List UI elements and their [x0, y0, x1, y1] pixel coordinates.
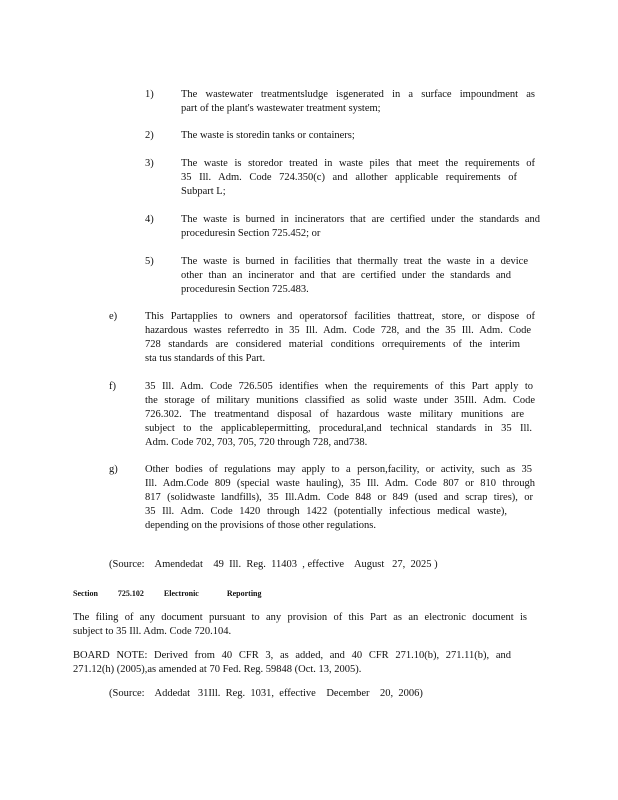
list-item-number: 4) — [145, 214, 154, 225]
text-line: The waste is storedin tanks or containers; — [181, 130, 355, 141]
lettered-item-text — [145, 380, 535, 450]
text-line: hazardous wastes referredto in 35 Ill. Adm. Code 728, and the 35 Ill. Adm. Code — [145, 325, 531, 336]
list-item-text — [181, 129, 535, 143]
section-number: 725.102 — [117, 589, 144, 598]
text-line: subject to 35 Ill. Adm. Code 720.104. — [73, 626, 232, 637]
text-line: 35 Ill. Adm. Code 724.350(c) and allother applicable requirements of — [181, 172, 517, 183]
section-label: Section — [73, 589, 98, 598]
text-line: the storage of military munitions classified as solid waste under 35Ill. Adm. Code — [145, 395, 535, 406]
text-line: The waste is storedor treated in waste piles that meet the requirements of — [181, 158, 535, 169]
lettered-item-letter: g) — [109, 464, 118, 475]
text-line: 726.302. The treatmentand disposal of hazardous waste military munitions are — [145, 409, 524, 420]
text-line: part of the plant's wastewater treatment system; — [181, 103, 381, 114]
body-paragraph — [73, 611, 527, 639]
text-line: subject to the applicablepermitting, procedural,and technical standards in 35 Ill. — [145, 423, 532, 434]
text-line: Adm. Code 702, 703, 705, 720 through 728, and738. — [145, 437, 368, 448]
text-line: This Partapplies to owners and operatorsof facilities thattreat, store, or dispose of — [145, 311, 535, 322]
source-note-1: (Source: Amendedat 49 Ill. Reg. 11403 , effective August 27, 2025 ) — [109, 559, 438, 570]
list-item-number: 1) — [145, 89, 154, 100]
text-line: depending on the provisions of those other regulations. — [145, 520, 376, 531]
list-item-text — [181, 88, 535, 116]
lettered-item-text — [145, 463, 535, 533]
text-line: sta tus standards of this Part. — [145, 353, 266, 364]
text-line: proceduresin Section 725.452; or — [181, 228, 321, 239]
text-line: Subpart L; — [181, 186, 226, 197]
list-item-text — [181, 157, 535, 199]
section-title-word-2: Reporting — [226, 589, 262, 598]
text-line: 271.12(h) (2005),as amended at 70 Fed. Reg. 59848 (Oct. 13, 2005). — [73, 664, 362, 675]
list-item-number: 2) — [145, 130, 154, 141]
text-line: 35 Ill. Adm. Code 1420 through 1422 (potentially infectious medical waste), — [145, 506, 507, 517]
board-note — [73, 649, 511, 677]
lettered-item-letter: e) — [109, 311, 118, 322]
text-line: other than an incinerator and that are certified under the standards and — [181, 270, 511, 281]
lettered-item-text — [145, 310, 535, 366]
list-item-text — [181, 255, 528, 297]
list-item-number: 5) — [145, 256, 154, 267]
text-line: Other bodies of regulations may apply to a person,facility, or activity, such as 35 — [145, 464, 532, 475]
lettered-item-letter: f) — [109, 381, 116, 392]
source-note-2: (Source: Addedat 31Ill. Reg. 1031, effective December 20, 2006) — [109, 688, 423, 699]
text-line: The waste is burned in incinerators that are certified under the standards and — [181, 214, 540, 225]
text-line: 35 Ill. Adm. Code 726.505 identifies when the requirements of this Part apply to — [145, 381, 533, 392]
section-heading — [73, 587, 280, 601]
text-line: BOARD NOTE: Derived from 40 CFR 3, as added, and 40 CFR 271.10(b), 271.11(b), and — [73, 650, 511, 661]
text-line: The filing of any document pursuant to any provision of this Part as an electronic document is — [73, 612, 527, 623]
section-title-word-1: Electronic — [163, 589, 199, 598]
list-item-number: 3) — [145, 158, 154, 169]
text-line: The waste is burned in facilities that thermally treat the waste in a device — [181, 256, 528, 267]
list-item-text — [181, 213, 540, 241]
text-line: The wastewater treatmentsludge isgenerated in a surface impoundment as — [181, 89, 535, 100]
text-line: proceduresin Section 725.483. — [181, 284, 309, 295]
text-line: 817 (solidwaste landfills), 35 Ill.Adm. Code 848 or 849 (used and scrap tires), or — [145, 492, 533, 503]
text-line: 728 standards are considered material conditions orrequirements of the interim — [145, 339, 520, 350]
text-line: Ill. Adm.Code 809 (special waste hauling), 35 Ill. Adm. Code 807 or 810 through — [145, 478, 535, 489]
